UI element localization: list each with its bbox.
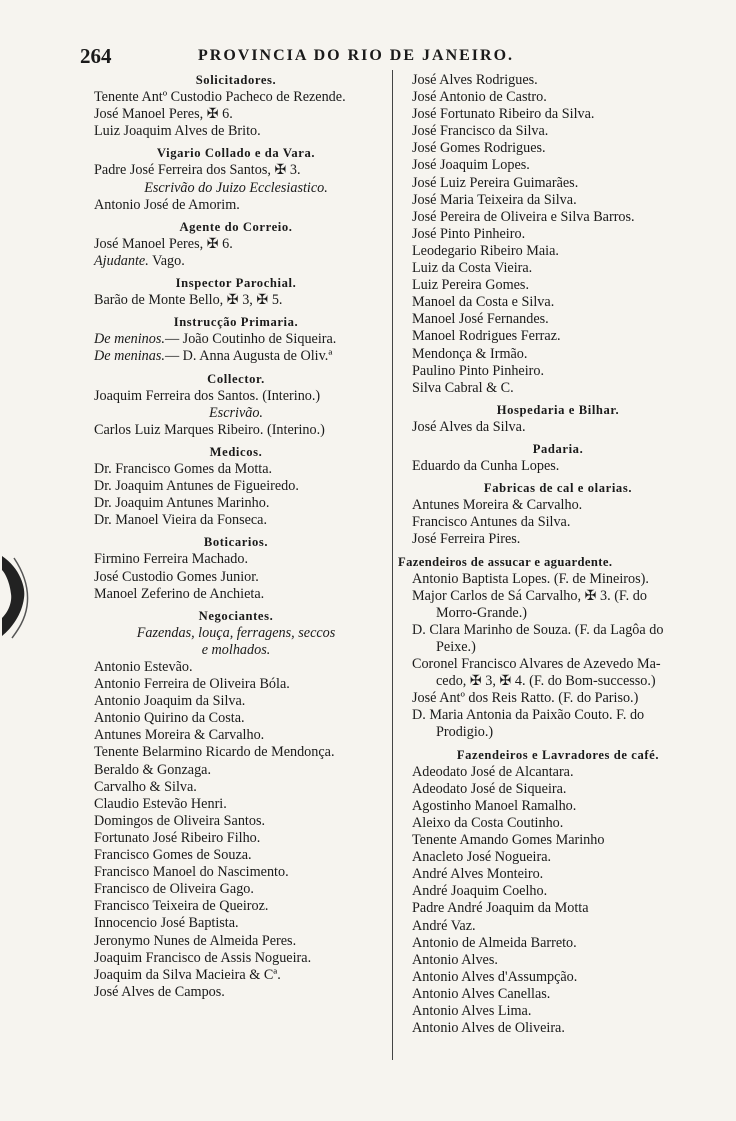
page-title: PROVINCIA DO RIO DE JANEIRO. (198, 47, 515, 64)
entry-continuation: Peixe.) (436, 639, 476, 655)
directory-entry: Anacleto José Nogueira. (412, 849, 552, 866)
directory-entry: Dr. Manoel Vieira da Fonseca. (94, 512, 268, 529)
directory-entry: Carlos Luiz Marques Ribeiro. (Interino.) (94, 421, 325, 438)
italic-subheading: Fazendas, louça, ferragens, seccos (136, 624, 336, 641)
directory-entry: Manoel Rodrigues Ferraz. (412, 328, 561, 345)
directory-entry: Antonio de Almeida Barreto. (412, 934, 577, 951)
directory-entry: José Manoel Peres, ✠ 6. (94, 235, 233, 252)
directory-entry: Mendonça & Irmão. (412, 345, 528, 362)
directory-entry: Francisco Manoel do Nascimento. (94, 864, 289, 881)
directory-entry: Aleixo da Costa Coutinho. (412, 814, 564, 831)
directory-entry: Dr. Joaquim Antunes Marinho. (94, 495, 270, 512)
directory-entry: Antonio Alves de Oliveira. (412, 1020, 565, 1037)
directory-entry: Eduardo da Cunha Lopes. (412, 458, 560, 475)
directory-entry: Adeodato José de Alcantara. (412, 763, 574, 780)
directory-entry: André Vaz. (412, 917, 476, 934)
section-heading: Hospedaria e Bilhar. (496, 402, 620, 417)
italic-subheading: Escrivão do Juizo Ecclesiastico. (144, 179, 328, 196)
directory-entry: Manoel Zeferino de Anchieta. (94, 585, 265, 602)
directory-entry: Antonio Joaquim da Silva. (94, 693, 246, 710)
directory-entry: Antonio Estevão. (94, 659, 193, 675)
entry-role: Ajudante. (94, 252, 149, 269)
directory-entry: Francisco Gomes de Souza. (94, 847, 252, 864)
directory-entry: José Alves Rodrigues. (412, 72, 538, 88)
directory-entry: Padre José Ferreira dos Santos, ✠ 3. (94, 162, 301, 179)
directory-entry: Jeronymo Nunes de Almeida Peres. (94, 932, 297, 949)
left-column (80, 72, 392, 1001)
italic-subheading: Escrivão. (209, 404, 263, 421)
section-heading: Fazendeiros e Lavradores de café. (456, 747, 660, 762)
directory-entry: Beraldo & Gonzaga. (94, 761, 212, 778)
directory-entry: José Alves da Silva. (412, 418, 526, 435)
directory-entry (80, 331, 392, 348)
entry-text: — João Coutinho de Siqueira. (164, 331, 337, 348)
section-heading: Negociantes. (198, 608, 274, 623)
directory-entry: Luiz Pereira Gomes. (412, 277, 530, 294)
section-heading: Fabricas de cal e olarias. (483, 481, 633, 496)
directory-entry: Antonio Alves Canellas. (412, 985, 551, 1002)
directory-entry: José Fortunato Ribeiro da Silva. (412, 106, 595, 123)
directory-entry: Luiz da Costa Vieira. (412, 260, 533, 277)
directory-entry: Tenente Antº Custodio Pacheco de Rezende. (94, 89, 346, 106)
directory-entry: Dr. Francisco Gomes da Motta. (94, 460, 273, 477)
directory-entry: Silva Cabral & C. (412, 379, 514, 396)
section-heading: Inspector Parochial. (175, 276, 297, 291)
page-number: 264 (80, 44, 112, 68)
section-heading: Padaria. (532, 441, 584, 456)
directory-entry: Antonio Quirino da Costa. (94, 710, 245, 727)
entry-continuation: cedo, ✠ 3, ✠ 4. (F. do Bom-successo.) (436, 673, 656, 690)
directory-entry: José Manoel Peres, ✠ 6. (94, 106, 233, 123)
entry-role: De meninos. (94, 331, 165, 348)
directory-entry: Antonio Alves d'Assumpção. (412, 968, 578, 985)
section-heading: Solicitadores. (195, 73, 277, 87)
entry-continuation: Morro-Grande.) (436, 604, 527, 621)
directory-entry: Francisco Teixeira de Queiroz. (94, 898, 269, 915)
section-heading: Boticarios. (203, 535, 269, 550)
directory-entry: Leodegario Ribeiro Maia. (412, 242, 559, 259)
directory-entry: Dr. Joaquim Antunes de Figueiredo. (94, 478, 299, 495)
directory-entry: José Pereira de Oliveira e Silva Barros. (412, 208, 635, 225)
entry-continuation: Prodigio.) (436, 724, 494, 741)
section-heading: Agente do Correio. (179, 219, 293, 234)
directory-entry: José Antonio de Castro. (412, 89, 547, 106)
section-heading: Fazendeiros de assucar e aguardente. (398, 554, 613, 569)
directory-entry: Barão de Monte Bello, ✠ 3, ✠ 5. (94, 292, 283, 309)
directory-entry: José Custodio Gomes Junior. (94, 568, 259, 585)
directory-entry: André Alves Monteiro. (412, 866, 544, 883)
entry-role: De meninas. (94, 348, 165, 365)
directory-entry: Fortunato José Ribeiro Filho. (94, 829, 261, 846)
entry-text: Vago. (148, 252, 185, 269)
directory-entry: José Alves de Campos. (94, 983, 225, 1000)
directory-entry: Adeodato José de Siqueira. (412, 780, 567, 797)
directory-entry: Antonio José de Amorim. (94, 196, 240, 213)
directory-entry: Joaquim da Silva Macieira & Cª. (94, 966, 281, 983)
directory-entry: José Maria Teixeira da Silva. (412, 191, 577, 208)
directory-entry: Padre André Joaquim da Motta (412, 900, 589, 917)
directory-entry: José Francisco da Silva. (412, 123, 549, 140)
directory-entry: José Gomes Rodrigues. (412, 140, 546, 157)
directory-entry: Agostinho Manoel Ramalho. (412, 797, 577, 814)
directory-entry: José Pinto Pinheiro. (412, 225, 526, 242)
directory-entry: Carvalho & Silva. (94, 778, 197, 795)
directory-entry: Innocencio José Baptista. (94, 915, 239, 932)
directory-entry: Antonio Alves. (412, 951, 498, 968)
directory-entry: Luiz Joaquim Alves de Brito. (94, 123, 261, 140)
page-header (80, 44, 600, 70)
directory-entry: D. Clara Marinho de Souza. (F. da Lagôa do (412, 621, 664, 638)
directory-entry: Joaquim Ferreira dos Santos. (Interino.) (94, 387, 321, 404)
directory-entry: Francisco de Oliveira Gago. (94, 881, 254, 898)
column-divider (392, 70, 393, 1060)
directory-entry: Firmino Ferreira Machado. (94, 551, 249, 568)
directory-entry: Coronel Francisco Alvares de Azevedo Ma- (412, 656, 661, 673)
directory-entry: José Antº dos Reis Ratto. (F. do Pariso.) (412, 690, 639, 707)
directory-entry: Antunes Moreira & Carvalho. (94, 727, 265, 744)
directory-entry: Paulino Pinto Pinheiro. (412, 362, 545, 379)
directory-entry: José Luiz Pereira Guimarães. (412, 174, 579, 191)
right-column (398, 72, 718, 1037)
directory-entry: José Joaquim Lopes. (412, 157, 530, 174)
directory-entry: Antonio Alves Lima. (412, 1002, 532, 1019)
directory-entry: Manoel José Fernandes. (412, 311, 549, 328)
directory-entry: Antonio Baptista Lopes. (F. de Mineiros). (412, 570, 649, 587)
section-heading: Collector. (207, 371, 265, 386)
section-heading: Vigario Collado e da Vara. (156, 146, 316, 161)
directory-entry: Claudio Estevão Henri. (94, 795, 227, 812)
directory-entry: Joaquim Francisco de Assis Nogueira. (94, 949, 312, 966)
directory-entry: Manoel da Costa e Silva. (412, 294, 555, 311)
directory-entry: Antunes Moreira & Carvalho. (412, 497, 583, 514)
directory-entry: Francisco Antunes da Silva. (412, 514, 571, 531)
directory-entry: Major Carlos de Sá Carvalho, ✠ 3. (F. do (412, 587, 647, 604)
section-heading: Instrucção Primaria. (173, 315, 299, 330)
directory-entry: Antonio Ferreira de Oliveira Bóla. (94, 676, 290, 693)
directory-entry (80, 253, 392, 270)
ink-smear-mark (0, 548, 30, 640)
directory-entry: Tenente Belarmino Ricardo de Mendonça. (94, 744, 335, 761)
italic-subheading: e molhados. (201, 641, 271, 658)
directory-entry: D. Maria Antonia da Paixão Couto. F. do (412, 707, 645, 724)
directory-entry: André Joaquim Coelho. (412, 883, 548, 900)
directory-entry (80, 348, 392, 365)
directory-entry: Tenente Amando Gomes Marinho (412, 832, 605, 849)
directory-entry: Domingos de Oliveira Santos. (94, 812, 266, 829)
section-heading: Medicos. (209, 444, 263, 459)
entry-text: — D. Anna Augusta de Oliv.ª (164, 348, 333, 365)
directory-entry: José Ferreira Pires. (412, 531, 521, 548)
